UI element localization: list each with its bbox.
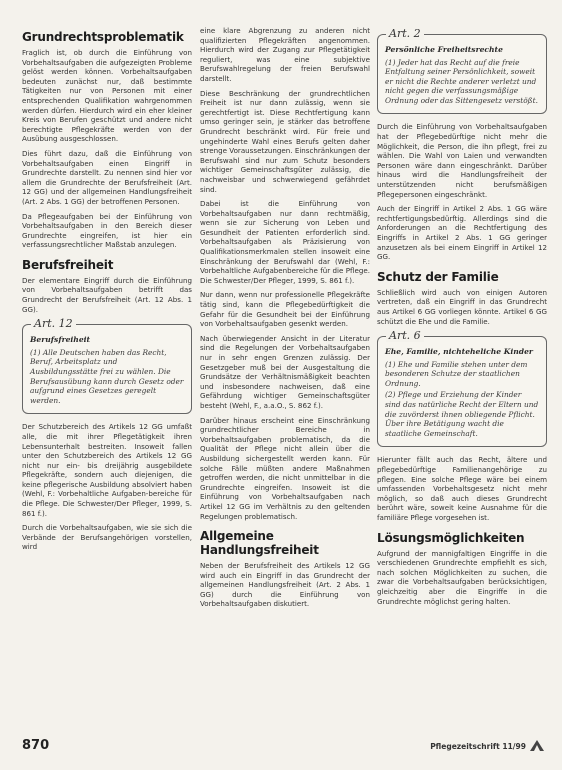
law-box-art12 bbox=[22, 317, 192, 414]
paragraph: Hierunter fällt auch das Recht, ältere und pflegebedürftige Familienangehörige zu pflegen. Eine solche Pflege wäre bei einem umfassenden Vorbehaltsgesetz nicht mehr möglich, so daß auch dieses Grundrecht berührt wäre, soweit keine Ausnahme für die familiäre Pflege vorgesehen ist. bbox=[377, 455, 547, 522]
paragraph: Darüber hinaus erscheint eine Einschränkung grundrechtlicher Bereiche in Vorbehaltsaufgaben problematisch, da die Qualität der Pflege nicht allein über die Ausbildung sichergestellt werden kann. Für solche Fälle müßten andere Maßnahmen getroffen werden, die nicht unmittelbar in die Grundrechte eingreifen. Insoweit ist die Einführung von Vorbehaltsaufgaben nach Artikel 12 GG im Verhältnis zu den geltenden Regelungen problematisch. bbox=[200, 415, 370, 521]
column-middle bbox=[200, 26, 370, 716]
law-box-title: Persönliche Freiheitsrechte bbox=[385, 45, 503, 54]
paragraph: Der elementare Eingriff durch die Einführung von Vorbehaltsaufgaben betrifft das Grundrecht der Berufsfreiheit (Art. 12 Abs. 1 GG). bbox=[22, 275, 192, 314]
journal-name: Pflegezeitschrift 11/99 bbox=[430, 742, 526, 751]
law-box-text: (1) Ehe und Familie stehen unter dem besonderen Schutze der staatlichen Ordnung. bbox=[385, 359, 528, 388]
law-box-label: Art. 6 bbox=[386, 329, 424, 342]
paragraph: Da Pflegeaufgaben bei der Einführung von Vorbehaltsaufgaben in den Bereich dieser Grundrechte eingreifen, ist hier ein verfassungsrechtlicher Maßstab anzulegen. bbox=[22, 211, 192, 250]
paragraph: Durch die Vorbehaltsaufgaben, wie sie sich die Verbände der Berufsangehörigen vorstellen, wird bbox=[22, 523, 192, 552]
heading-loesungsmoeglichkeiten: Lösungsmöglichkeiten bbox=[377, 530, 525, 545]
heading-grundrechtsproblematik: Grundrechtsproblematik bbox=[22, 30, 184, 44]
paragraph: eine klare Abgrenzung zu anderen nicht qualifizierten Pflegekräften angenommen. Hierdurch wird der Zugang zur Pflegetätigkeit reguliert, was eine subjektive Berufswahlregelung der freien Berufswahl darstellt. bbox=[200, 26, 370, 83]
paragraph: Auch der Eingriff in Artikel 2 Abs. 1 GG wäre rechtfertigungsbedürftig. Allerdings sind die Anforderungen an die Rechtfertigung des Eingriffs in Artikel 2 Abs. 1 GG geringer anzusetzen als bei einem Eingriff in Artikel 12 GG. bbox=[377, 204, 547, 262]
paragraph: Dabei ist die Einführung von Vorbehaltsaufgaben nur dann rechtmäßig, wenn sie zur Sicherung von Leben und Gesundheit der Patienten erforderlich sind. Vorbehaltsaufgaben als Präzisierung von Qualifikationsmerkmalen stellen insoweit eine Einschränkung der Berufswahl dar (Wehl, F.: Vorbehaltliche Aufgabenbereiche für die Pflege. Die Schwester/Der Pfleger, 1999, S. 861 f.). bbox=[200, 199, 370, 285]
paragraph: Neben der Berufsfreiheit des Artikels 12 GG wird auch ein Eingriff in das Grundrecht der allgemeinen Handlungsfreiheit (Art. 2 Abs. 1 GG) durch die Einführung von Vorbehaltsaufgaben diskutiert. bbox=[200, 561, 370, 609]
law-box-text: (2) Pflege und Erziehung der Kinder sind das natürliche Recht der Eltern und die zuvörderst ihnen obliegende Pflicht. Über ihre Betätigung wacht die staatliche Gemeinschaft. bbox=[385, 390, 539, 438]
law-box-art2 bbox=[377, 27, 547, 114]
law-box-art6 bbox=[377, 329, 547, 447]
heading-berufsfreiheit: Berufsfreiheit bbox=[22, 257, 114, 272]
law-box-title: Ehe, Familie, nichteheliche Kinder bbox=[385, 347, 533, 357]
paragraph: Dies führt dazu, daß die Einführung von Vorbehaltsaufgaben einen Eingriff in Grundrechte darstellt. Zu nennen sind hier vor allem die Grundrechte der Berufsfreiheit (Art. 12 GG) und der allgemeinen Handlungsfreiheit (Art. 2 Abs. 1 GG) der betroffenen Personen. bbox=[22, 148, 192, 206]
paragraph: Aufgrund der mannigfaltigen Eingriffe in die verschiedenen Grundrechte empfiehlt es sich, nach solchen Möglichkeiten zu suchen, die zwar die Vorbehaltsaufgaben berücksichtigen, gleichzeitig aber die Eingriffe in die Grundrechte möglichst gering halten. bbox=[377, 548, 547, 606]
law-box-text: (1) Jeder hat das Recht auf die freie Entfaltung seiner Persönlichkeit, soweit er nicht die Rechte anderer verletzt und nicht gegen die verfassungsmäßige Ordnung oder das Sittengesetz verstößt. bbox=[385, 57, 538, 105]
paragraph: Fraglich ist, ob durch die Einführung von Vorbehaltsaufgaben die aufgezeigten Probleme gelöst werden können. Vorbehaltsaufgaben bedeuten zunächst nur, daß bestimmte Tätigkeiten nur von Personen mit einer entsprechenden Qualifikation wahrgenommen werden dürfen. Hierdurch wird ein eher kleiner Kreis von Berufen geschützt und andere nicht berechtigte Pflegekräfte werden von der Ausübung ausgeschlossen. bbox=[22, 48, 192, 144]
law-box-label: Art. 2 bbox=[386, 27, 424, 40]
heading-handlungsfreiheit: Allgemeine Handlungsfreiheit bbox=[200, 529, 319, 558]
column-left bbox=[22, 30, 192, 720]
paragraph: Durch die Einführung von Vorbehaltsaufgaben hat der Pflegebedürftige nicht mehr die Möglichkeit, die Person, die ihn pflegt, frei zu wählen. Die Wahl von Laien und verwandten Personen wäre dann eingeschränkt. Darüber hinaus wird die Handlungsfreiheit der unterstützenden nicht berufsmäßigen Pflegepersonen eingeschränkt. bbox=[377, 122, 547, 199]
journal-logo-icon bbox=[530, 740, 544, 751]
paragraph: Diese Beschränkung der grundrechtlichen Freiheit ist nur dann zulässig, wenn sie gerechtfertigt ist. Diese Rechtfertigung kann umso geringer sein, je stärker das betroffene Grundrecht beschränkt wird. Für freie und ungehinderte Wahl eines Berufs gelten daher strenge Voraussetzungen. Einschränkungen der Berufswahl sind nur zum Schutz besonders wichtiger Gemeinschaftsgüter zulässig, die nachweisbar und schwerwiegend gefährdet sind. bbox=[200, 88, 370, 194]
law-box-title: Berufsfreiheit bbox=[30, 335, 91, 345]
heading-schutz-der-familie: Schutz der Familie bbox=[377, 269, 499, 284]
paragraph: Schließlich wird auch von einigen Autoren vertreten, daß ein Eingriff in das Grundrecht aus Artikel 6 GG vorliegen könnte. Artikel 6 GG schützt die Ehe und die Familie. bbox=[377, 287, 547, 326]
column-right bbox=[377, 26, 547, 726]
page-number: 870 bbox=[22, 738, 50, 753]
paragraph: Nach überwiegender Ansicht in der Literatur sind die Regelungen der Vorbehaltsaufgaben nur in sehr engen Grenzen zulässig. Der Gesetzgeber muß bei der Ausgestaltung die Grundsätze der Verhältnismäßigkeit beachten und insbesondere nachweisen, daß eine Gefährdung wichtiger Gemeinschaftsgüter besteht (Wehl, F., a.a.O., S. 862 f.). bbox=[200, 333, 370, 410]
paragraph: Nur dann, wenn nur professionelle Pflegekräfte tätig sind, kann die Pflegebedürftigkeit die Gefahr für die Gesundheit bei der Einführung von Vorbehaltsaufgaben gesenkt werden. bbox=[200, 290, 370, 329]
law-box-label: Art. 12 bbox=[31, 317, 76, 330]
law-box-text: (1) Alle Deutschen haben das Recht, Beruf, Arbeitsplatz und Ausbildungsstätte frei zu wählen. Die Berufsausübung kann durch Gesetz oder aufgrund eines Gesetzes geregelt werden. bbox=[30, 347, 184, 405]
paragraph: Der Schutzbereich des Artikels 12 GG umfaßt alle, die mit ihrer Pflegetätigkeit ihren Lebensunterhalt bestreiten. Insoweit fallen unter den Schutzbereich des Artikels 12 GG nicht nur ein- bis dreijährig ausgebildete Pflegekräfte, sondern auch diejenigen, die keine pflegerische Ausbildung absolviert haben (Wehl, F.: Vorbehaltliche Aufgaben-bereiche für die Pflege. Die Schwester/Der Pfleger, 1999, S. 861 f.). bbox=[22, 422, 192, 518]
